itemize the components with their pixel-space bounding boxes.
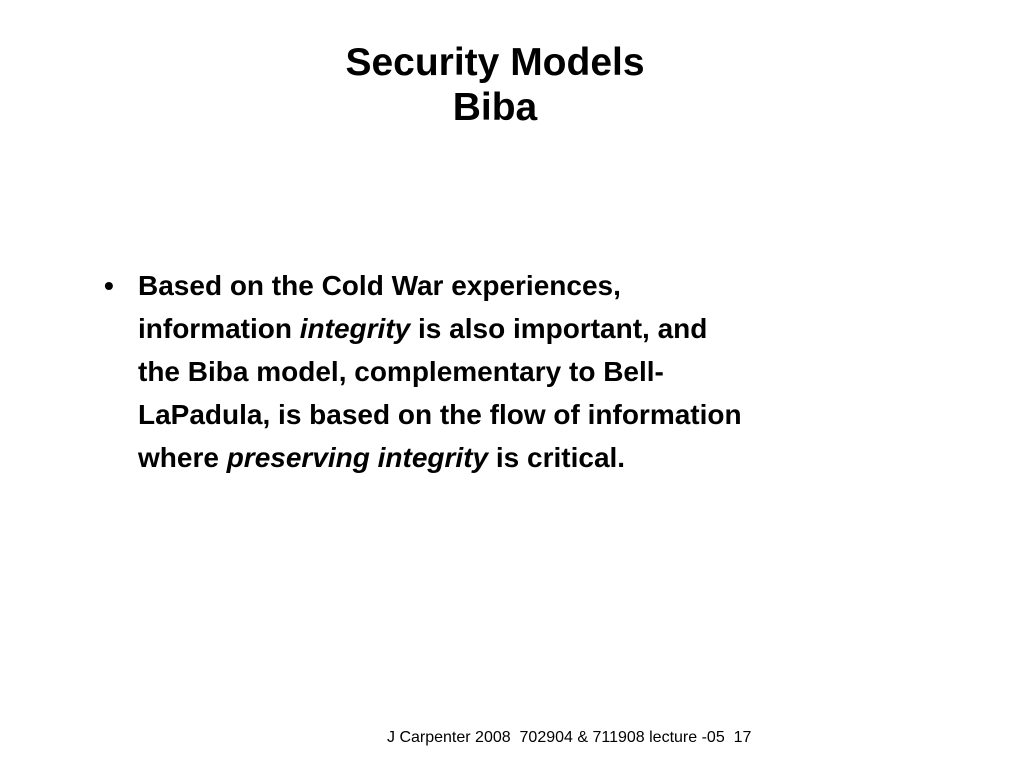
slide-body bbox=[104, 264, 904, 479]
slide-title bbox=[0, 40, 990, 130]
bullet-line-4: LaPadula, is based on the flow of information bbox=[138, 399, 742, 430]
bullet-line-5 bbox=[138, 436, 904, 479]
emphasis-integrity: integrity bbox=[299, 313, 411, 344]
emphasis-preserving-integrity: preserving integrity bbox=[226, 442, 489, 473]
bullet-marker: • bbox=[104, 270, 114, 301]
bullet-item bbox=[104, 264, 904, 479]
bullet-line-5-post: is critical. bbox=[488, 442, 626, 473]
bullet-line-2-pre: information bbox=[138, 313, 300, 344]
slide-footer: J Carpenter 2008 702904 & 711908 lecture -05 17 bbox=[387, 729, 752, 746]
bullet-line-1: Based on the Cold War experiences, bbox=[138, 270, 621, 301]
bullet-line-3: the Biba model, complementary to Bell- bbox=[138, 356, 664, 387]
title-line-sub: Biba bbox=[452, 86, 538, 129]
bullet-line-5-pre: where bbox=[138, 442, 227, 473]
bullet-line-2 bbox=[138, 307, 904, 350]
title-line-main: Security Models bbox=[345, 41, 645, 84]
bullet-line-2-post: is also important, and bbox=[410, 313, 708, 344]
